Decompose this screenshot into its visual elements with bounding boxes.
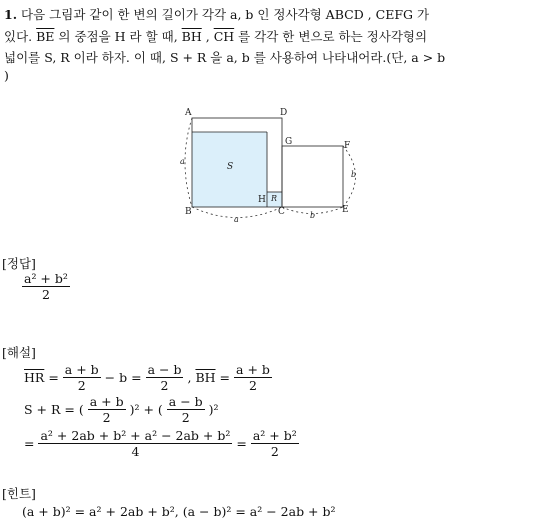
label-g-vertex: G bbox=[285, 137, 293, 147]
frac-den: 2 bbox=[77, 378, 86, 393]
label-a-vertex: A bbox=[185, 108, 192, 118]
answer-denominator: 2 bbox=[41, 287, 50, 302]
frac-den: 2 bbox=[160, 378, 169, 393]
segment-ch: $\overline{CH}$ bbox=[213, 29, 235, 44]
problem-text-3: 넓이를 S, R 이라 하자. 이 때, S + R 을 a, b 를 사용하여 나타내어라.(단, a > b bbox=[4, 50, 446, 65]
problem-line-2 bbox=[4, 27, 427, 45]
problem-text-2c: 를 각각 한 변으로 하는 정사각형의 bbox=[234, 29, 428, 44]
explanation-row-2 bbox=[22, 394, 221, 425]
explanation-row-1 bbox=[22, 362, 274, 393]
frac-num: a² + 2ab + b² + a² − 2ab + b² bbox=[40, 428, 231, 443]
geometry-figure bbox=[170, 100, 370, 225]
label-c-vertex: C bbox=[278, 207, 285, 217]
frac-den: 2 bbox=[270, 444, 279, 459]
problem-comma: , bbox=[201, 29, 210, 44]
eq-sign: = bbox=[236, 436, 247, 451]
separator: , bbox=[187, 370, 192, 385]
eq-sign: = bbox=[24, 436, 35, 451]
problem-text-4: ) bbox=[4, 68, 9, 83]
label-a-left: a bbox=[180, 157, 185, 166]
frac-num: a² + b² bbox=[252, 428, 297, 443]
hint-header: [힌트] bbox=[2, 486, 36, 501]
explanation-header: [해설] bbox=[2, 345, 36, 360]
label-s: S bbox=[227, 162, 234, 172]
segment-bh: $\overline{BH}$ bbox=[181, 29, 202, 44]
problem-number: 1. bbox=[4, 7, 18, 22]
problem-line-4 bbox=[4, 68, 9, 83]
segment-hr: $\overline{HR}$ bbox=[24, 370, 45, 385]
explanation-row-3 bbox=[22, 428, 301, 459]
label-b-vertex: B bbox=[185, 207, 192, 217]
frac-num: a + b bbox=[89, 394, 124, 409]
expr-end: )² bbox=[208, 402, 219, 417]
square-cefg bbox=[282, 146, 343, 207]
expr-lhs: S + R = ( bbox=[24, 402, 84, 417]
answer-header: [정답] bbox=[2, 256, 36, 271]
label-b-right: b bbox=[351, 170, 357, 179]
expr-mid: − b = bbox=[104, 370, 142, 385]
frac-num: a − b bbox=[168, 394, 203, 409]
label-b-bottom: b bbox=[310, 211, 316, 220]
label-a-bottom: a bbox=[234, 215, 239, 224]
label-h-vertex: H bbox=[258, 195, 266, 205]
frac-den: 2 bbox=[248, 378, 257, 393]
segment-be: $\overline{BE}$ bbox=[36, 29, 55, 44]
frac-den: 2 bbox=[181, 410, 190, 425]
brace-a-left bbox=[185, 118, 192, 207]
label-r: R bbox=[271, 194, 278, 203]
answer-numerator: a² + b² bbox=[24, 271, 68, 286]
frac-num: a + b bbox=[236, 362, 270, 377]
answer-fraction bbox=[20, 271, 72, 302]
eq-sign: = bbox=[219, 370, 231, 385]
eq-sign: = bbox=[48, 370, 59, 385]
problem-text-2b: 의 중점을 H 라 할 때, bbox=[54, 29, 178, 44]
label-d-vertex: D bbox=[280, 108, 288, 118]
segment-bh-2: $\overline{BH}$ bbox=[195, 370, 216, 385]
problem-line-3 bbox=[4, 48, 445, 66]
hint-text: (a + b)² = a² + 2ab + b², (a − b)² = a² − 2ab + b² bbox=[22, 504, 336, 519]
expr-mid: )² + ( bbox=[129, 402, 163, 417]
frac-num: a − b bbox=[147, 362, 182, 377]
label-f-vertex: F bbox=[344, 141, 351, 151]
label-e-vertex: E bbox=[342, 205, 349, 215]
frac-num: a + b bbox=[64, 362, 99, 377]
problem-text-1: 다음 그림과 같이 한 변의 길이가 각각 a, b 인 정사각형 ABCD , CEFG 가 bbox=[21, 7, 430, 22]
problem-text-2a: 있다. bbox=[4, 29, 33, 44]
problem-line-1 bbox=[4, 5, 429, 23]
frac-den: 2 bbox=[102, 410, 111, 425]
frac-den: 4 bbox=[131, 444, 140, 459]
